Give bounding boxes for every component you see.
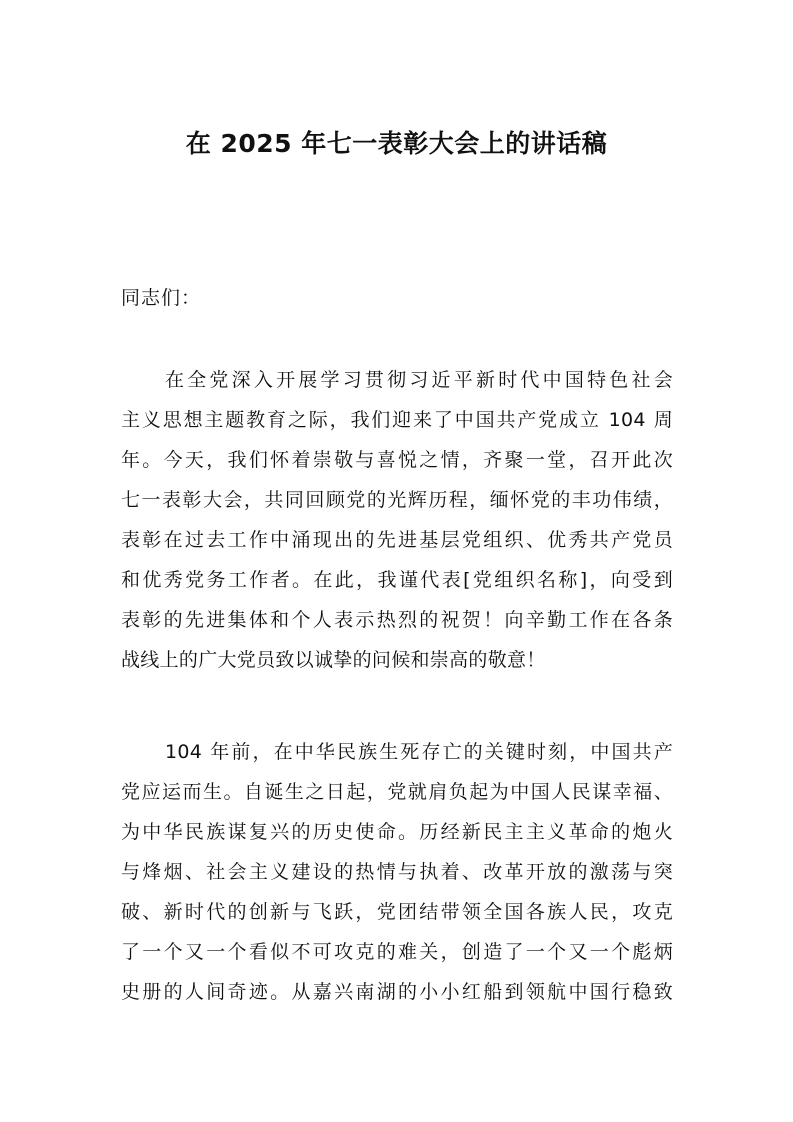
paragraph-line: 表彰的先进集体和个人表示热烈的祝贺！向辛勤工作在各条 (121, 609, 673, 631)
paragraph-line: 主义思想主题教育之际，我们迎来了中国共产党成立 104 周 (121, 409, 673, 431)
paragraph-line: 表彰在过去工作中涌现出的先进基层党组织、优秀共产党员 (121, 529, 673, 551)
paragraph-line: 党应运而生。自诞生之日起，党就肩负起为中国人民谋幸福、 (121, 781, 673, 803)
salutation: 同志们： (121, 287, 202, 309)
paragraph-line: 为中华民族谋复兴的历史使命。历经新民主主义革命的炮火 (121, 821, 673, 843)
paragraph-line: 战线上的广大党员致以诚挚的问候和崇高的敬意！ (121, 649, 546, 671)
paragraph-line: 了一个又一个看似不可攻克的难关，创造了一个又一个彪炳 (121, 941, 673, 963)
paragraph-line: 和优秀党务工作者。在此，我谨代表[党组织名称]，向受到 (121, 569, 673, 591)
document-title: 在 2025 年七一表彰大会上的讲话稿 (185, 129, 608, 158)
paragraph-line: 104 年前，在中华民族生死存亡的关键时刻，中国共产 (165, 741, 673, 763)
paragraph-line: 与烽烟、社会主义建设的热情与执着、改革开放的激荡与突 (121, 861, 673, 883)
paragraph-line: 破、新时代的创新与飞跃，党团结带领全国各族人民，攻克 (121, 901, 673, 923)
paragraph-2 (121, 732, 673, 1012)
paragraph-line: 史册的人间奇迹。从嘉兴南湖的小小红船到领航中国行稳致 (121, 981, 673, 1003)
paragraph-1 (121, 360, 673, 680)
paragraph-line: 年。今天，我们怀着崇敬与喜悦之情，齐聚一堂，召开此次 (121, 449, 673, 471)
paragraph-line: 在全党深入开展学习贯彻习近平新时代中国特色社会 (165, 369, 673, 391)
paragraph-line: 七一表彰大会，共同回顾党的光辉历程，缅怀党的丰功伟绩， (121, 489, 673, 511)
